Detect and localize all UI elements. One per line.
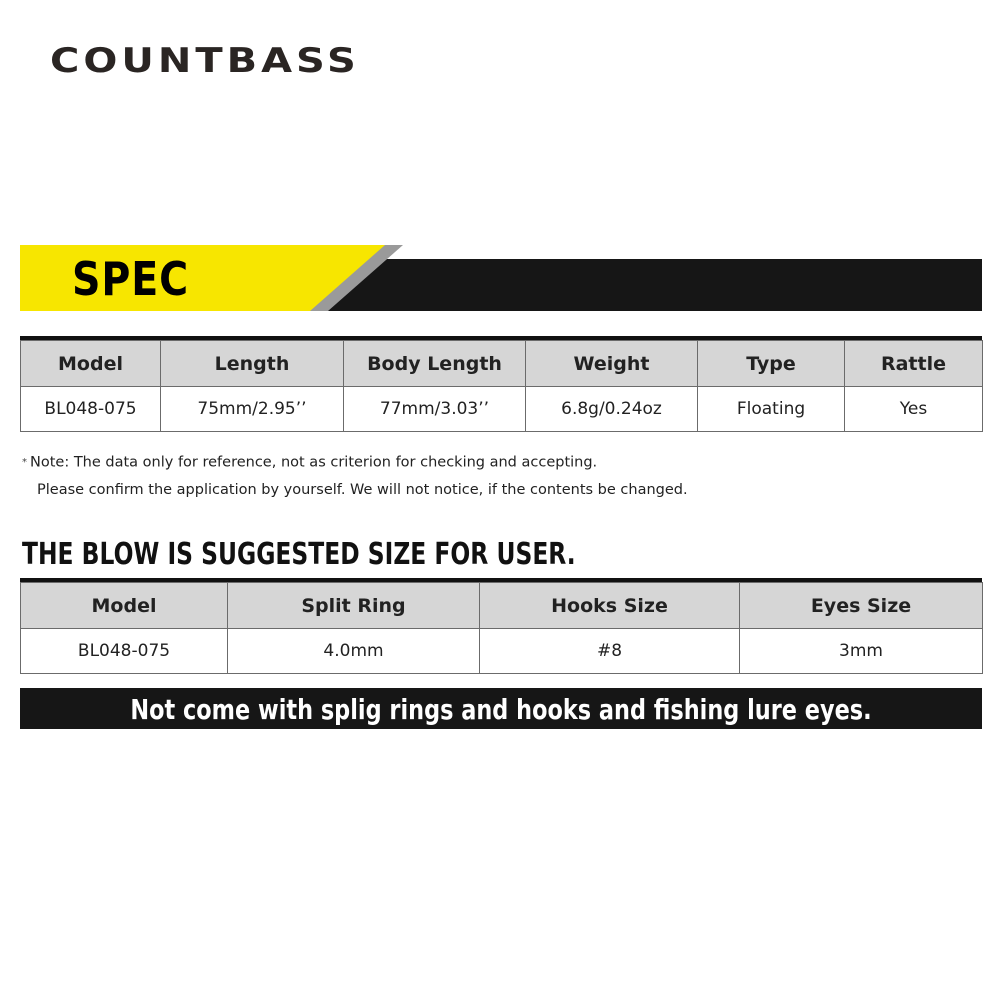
table-row [21, 387, 983, 432]
notice-bar [20, 688, 982, 729]
table-row [21, 629, 983, 674]
column-header-type: Type [698, 341, 845, 387]
column-header-model: Model [21, 583, 228, 629]
note-line-2: Please confirm the application by yourself. We will not notice, if the contents be changed. [37, 481, 688, 498]
cell-hooks-size: #8 [480, 629, 740, 674]
cell-split-ring: 4.0mm [228, 629, 480, 674]
column-header-weight: Weight [526, 341, 698, 387]
note-text-1: Note: The data only for reference, not as criterion for checking and accepting. [30, 454, 598, 471]
column-header-body-length: Body Length [344, 341, 526, 387]
column-header-length: Length [161, 341, 344, 387]
spec-title: SPEC [72, 252, 189, 306]
column-header-eyes-size: Eyes Size [740, 583, 983, 629]
note-line-1 [22, 449, 688, 477]
cell-model: BL048-075 [21, 629, 228, 674]
spec-table-header-row [21, 341, 983, 387]
reference-note [22, 449, 688, 504]
cell-length: 75mm/2.95’’ [161, 387, 344, 432]
cell-model: BL048-075 [21, 387, 161, 432]
cell-rattle: Yes [845, 387, 983, 432]
note-marker: * [22, 457, 27, 468]
spec-banner-black-bar [320, 259, 982, 311]
cell-weight: 6.8g/0.24oz [526, 387, 698, 432]
column-header-model: Model [21, 341, 161, 387]
column-header-hooks-size: Hooks Size [480, 583, 740, 629]
spec-banner [20, 245, 982, 311]
spec-table [20, 340, 983, 432]
notice-text: Not come with splig rings and hooks and fishing lure eyes. [130, 693, 872, 726]
cell-body-length: 77mm/3.03’’ [344, 387, 526, 432]
suggested-size-heading: THE BLOW IS SUGGESTED SIZE FOR USER. [22, 537, 576, 572]
column-header-rattle: Rattle [845, 341, 983, 387]
brand-logo: COUNTBASS [50, 41, 360, 81]
cell-type: Floating [698, 387, 845, 432]
suggest-table-header-row [21, 583, 983, 629]
suggested-size-table [20, 582, 983, 674]
column-header-split-ring: Split Ring [228, 583, 480, 629]
cell-eyes-size: 3mm [740, 629, 983, 674]
